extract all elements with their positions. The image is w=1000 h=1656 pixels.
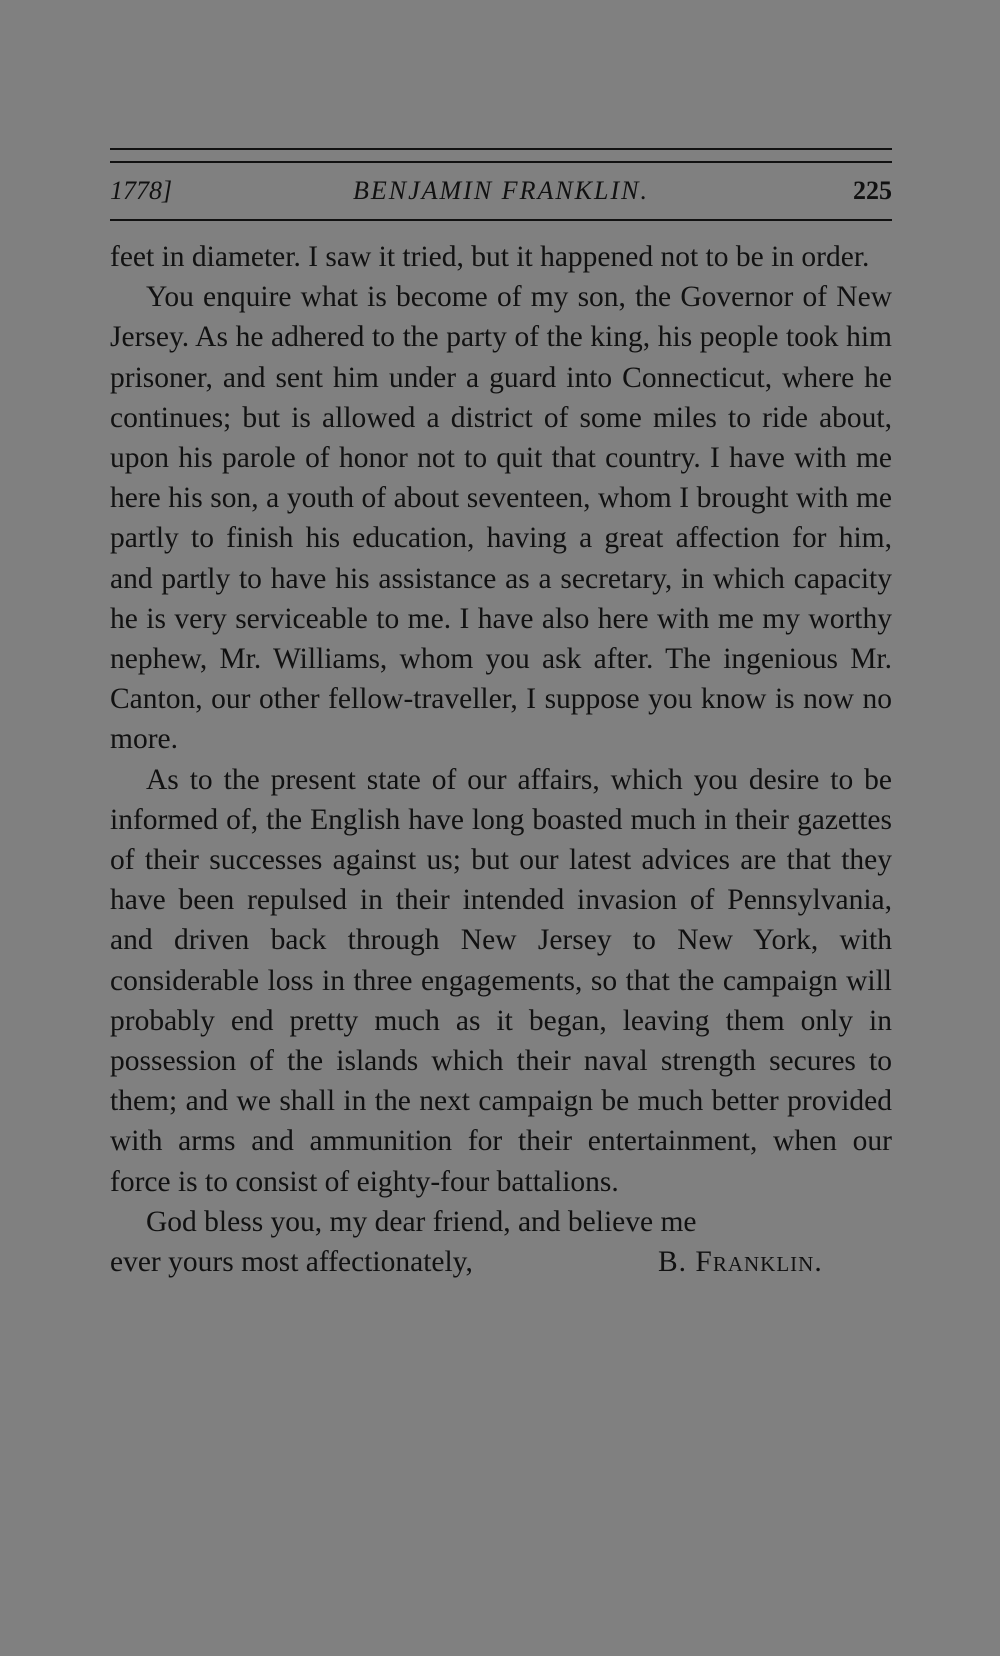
running-head-title: BENJAMIN FRANKLIN. <box>353 176 649 205</box>
letter-body <box>110 237 892 1282</box>
paragraph-2: You enquire what is become of my son, the Governor of New Jersey. As he adhered to the party of the king, his people took him prisoner, and sent him under a guard into Connecticut, where he continues; but is allowed a district of some miles to ride about, upon his parole of honor not to quit that country. I have with me here his son, a youth of about seventeen, whom I brought with me partly to finish his education, having a great affection for him, and partly to have his assistance as a secretary, in which capacity he is very serviceable to me. I have also here with me my worthy nephew, Mr. Williams, whom you ask after. The ingenious Mr. Canton, our other fellow-traveller, I suppose you know is now no more. <box>110 281 892 756</box>
signature: B. Franklin. <box>658 1246 823 1279</box>
paragraph-3: As to the present state of our affairs, which you desire to be informed of, the English have long boasted much in their gazettes of their successes against us; but our latest advices are that they have been repulsed in their intended invasion of Pennsylvania, and driven back through New Jersey to New York, with considerable loss in three engagements, so that the campaign will probably end pretty much as it began, leaving them only in possession of the islands which their naval strength secures to them; and we shall in the next campaign be much better provided with arms and ammunition for their entertainment, when our force is to consist of eighty-four battalions. <box>110 763 892 1198</box>
closing-line-1: God bless you, my dear friend, and believe me <box>146 1205 697 1238</box>
header-rule-top <box>110 148 892 150</box>
paragraph-1: feet in diameter. I saw it tried, but it happened not to be in order. <box>110 241 870 273</box>
running-head-year: 1778] <box>110 176 173 205</box>
header-rule-bottom <box>110 219 892 221</box>
page-number: 225 <box>853 176 892 205</box>
closing-line-2: ever yours most affectionately, <box>110 1246 473 1279</box>
book-page <box>110 148 892 1282</box>
running-head <box>110 163 892 219</box>
closing-row <box>110 1242 892 1282</box>
